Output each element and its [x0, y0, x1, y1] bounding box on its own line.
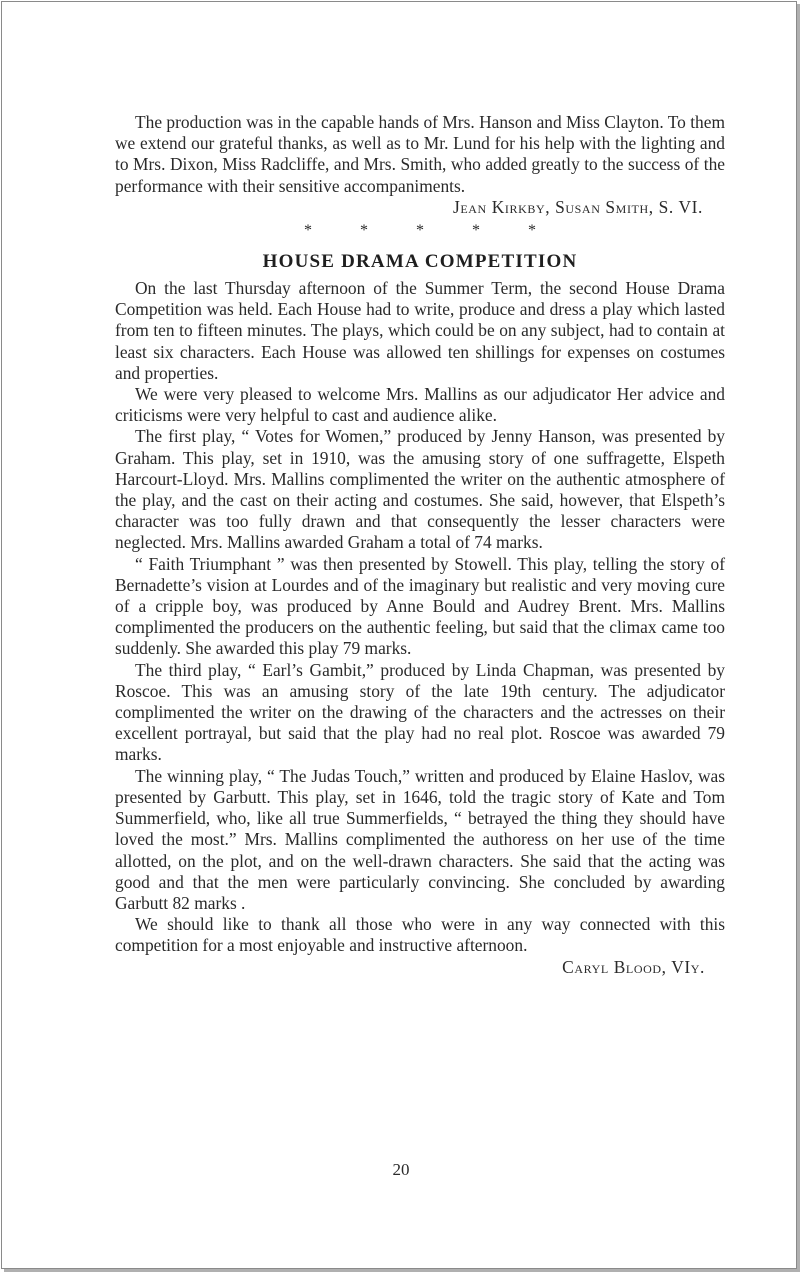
page-number: 20 — [392, 1160, 410, 1179]
article-paragraph: The first play, “ Votes for Women,” produced by Jenny Hanson, was presented by Graham. This play, set in 1910, was the amusing story of one suffragette, Elspeth Harcourt-Lloyd. Mrs. Mallins complimented the writer on the authentic atmosphere of the play, and the cast on their acting and costumes. She said, however, that Elspeth’s character was too fully drawn and that consequently the lesser characters were neglected. Mrs. Mallins awarded Graham a total of 74 marks. — [115, 426, 725, 553]
article-paragraph: We were very pleased to welcome Mrs. Mallins as our adjudicator Her advice and criticisms were very helpful to cast and audience alike. — [115, 384, 725, 426]
article-paragraph: We should like to thank all those who were in any way connected with this competition for a most enjoyable and instructive afternoon. — [115, 914, 725, 956]
section-separator: * * * * * — [304, 222, 558, 240]
article-paragraph: The third play, “ Earl’s Gambit,” produced by Linda Chapman, was presented by Roscoe. This was an amusing story of the late 19th century. The adjudicator complimented the writer on the drawing of the characters and the actresses on their excellent portrayal, but said that the play had no real plot. Roscoe was awarded 79 marks. — [115, 659, 725, 765]
article-paragraph: The winning play, “ The Judas Touch,” written and produced by Elaine Haslov, was presented by Garbutt. This play, set in 1646, told the tragic story of Kate and Tom Summerfield, who, like all true Summerfields, “ betrayed the thing they should have loved the most.” Mrs. Mallins complimented the authoress on her use of the time allotted, on the plot, and on the well-drawn characters. She said that the acting was good and that the men were particularly convincing. She concluded by awarding Garbutt 82 marks . — [115, 765, 725, 913]
article-paragraph: On the last Thursday afternoon of the Summer Term, the second House Drama Competition was held. Each House had to write, produce and dress a play which lasted from ten to fifteen minutes. The plays, which could be on any subject, had to contain at least six characters. Each House was allowed ten shillings for expenses on costumes and properties. — [115, 278, 725, 383]
page-content — [115, 112, 725, 978]
previous-article-closing-paragraph: The production was in the capable hands of Mrs. Hanson and Miss Clayton. To them we extend our grateful thanks, as well as to Mr. Lund for his help with the lighting and to Mrs. Dixon, Miss Radcliffe, and Mrs. Smith, who added greatly to the success of the performance with their sensitive accompaniments. — [115, 112, 725, 196]
article-paragraph: “ Faith Triumphant ” was then presented by Stowell. This play, telling the story of Bernadette’s vision at Lourdes and of the imaginary but realistic and very moving cure of a cripple boy, was produced by Anne Bould and Audrey Brent. Mrs. Mallins complimented the producers on the authentic feeling, but said that the climax came too suddenly. She awarded this play 79 marks. — [115, 553, 725, 659]
article-signature: Caryl Blood, VIy. — [562, 956, 705, 977]
previous-article-signature: Jean Kirkby, Susan Smith, S. VI. — [452, 196, 703, 217]
article-title: HOUSE DRAMA COMPETITION — [262, 251, 578, 273]
